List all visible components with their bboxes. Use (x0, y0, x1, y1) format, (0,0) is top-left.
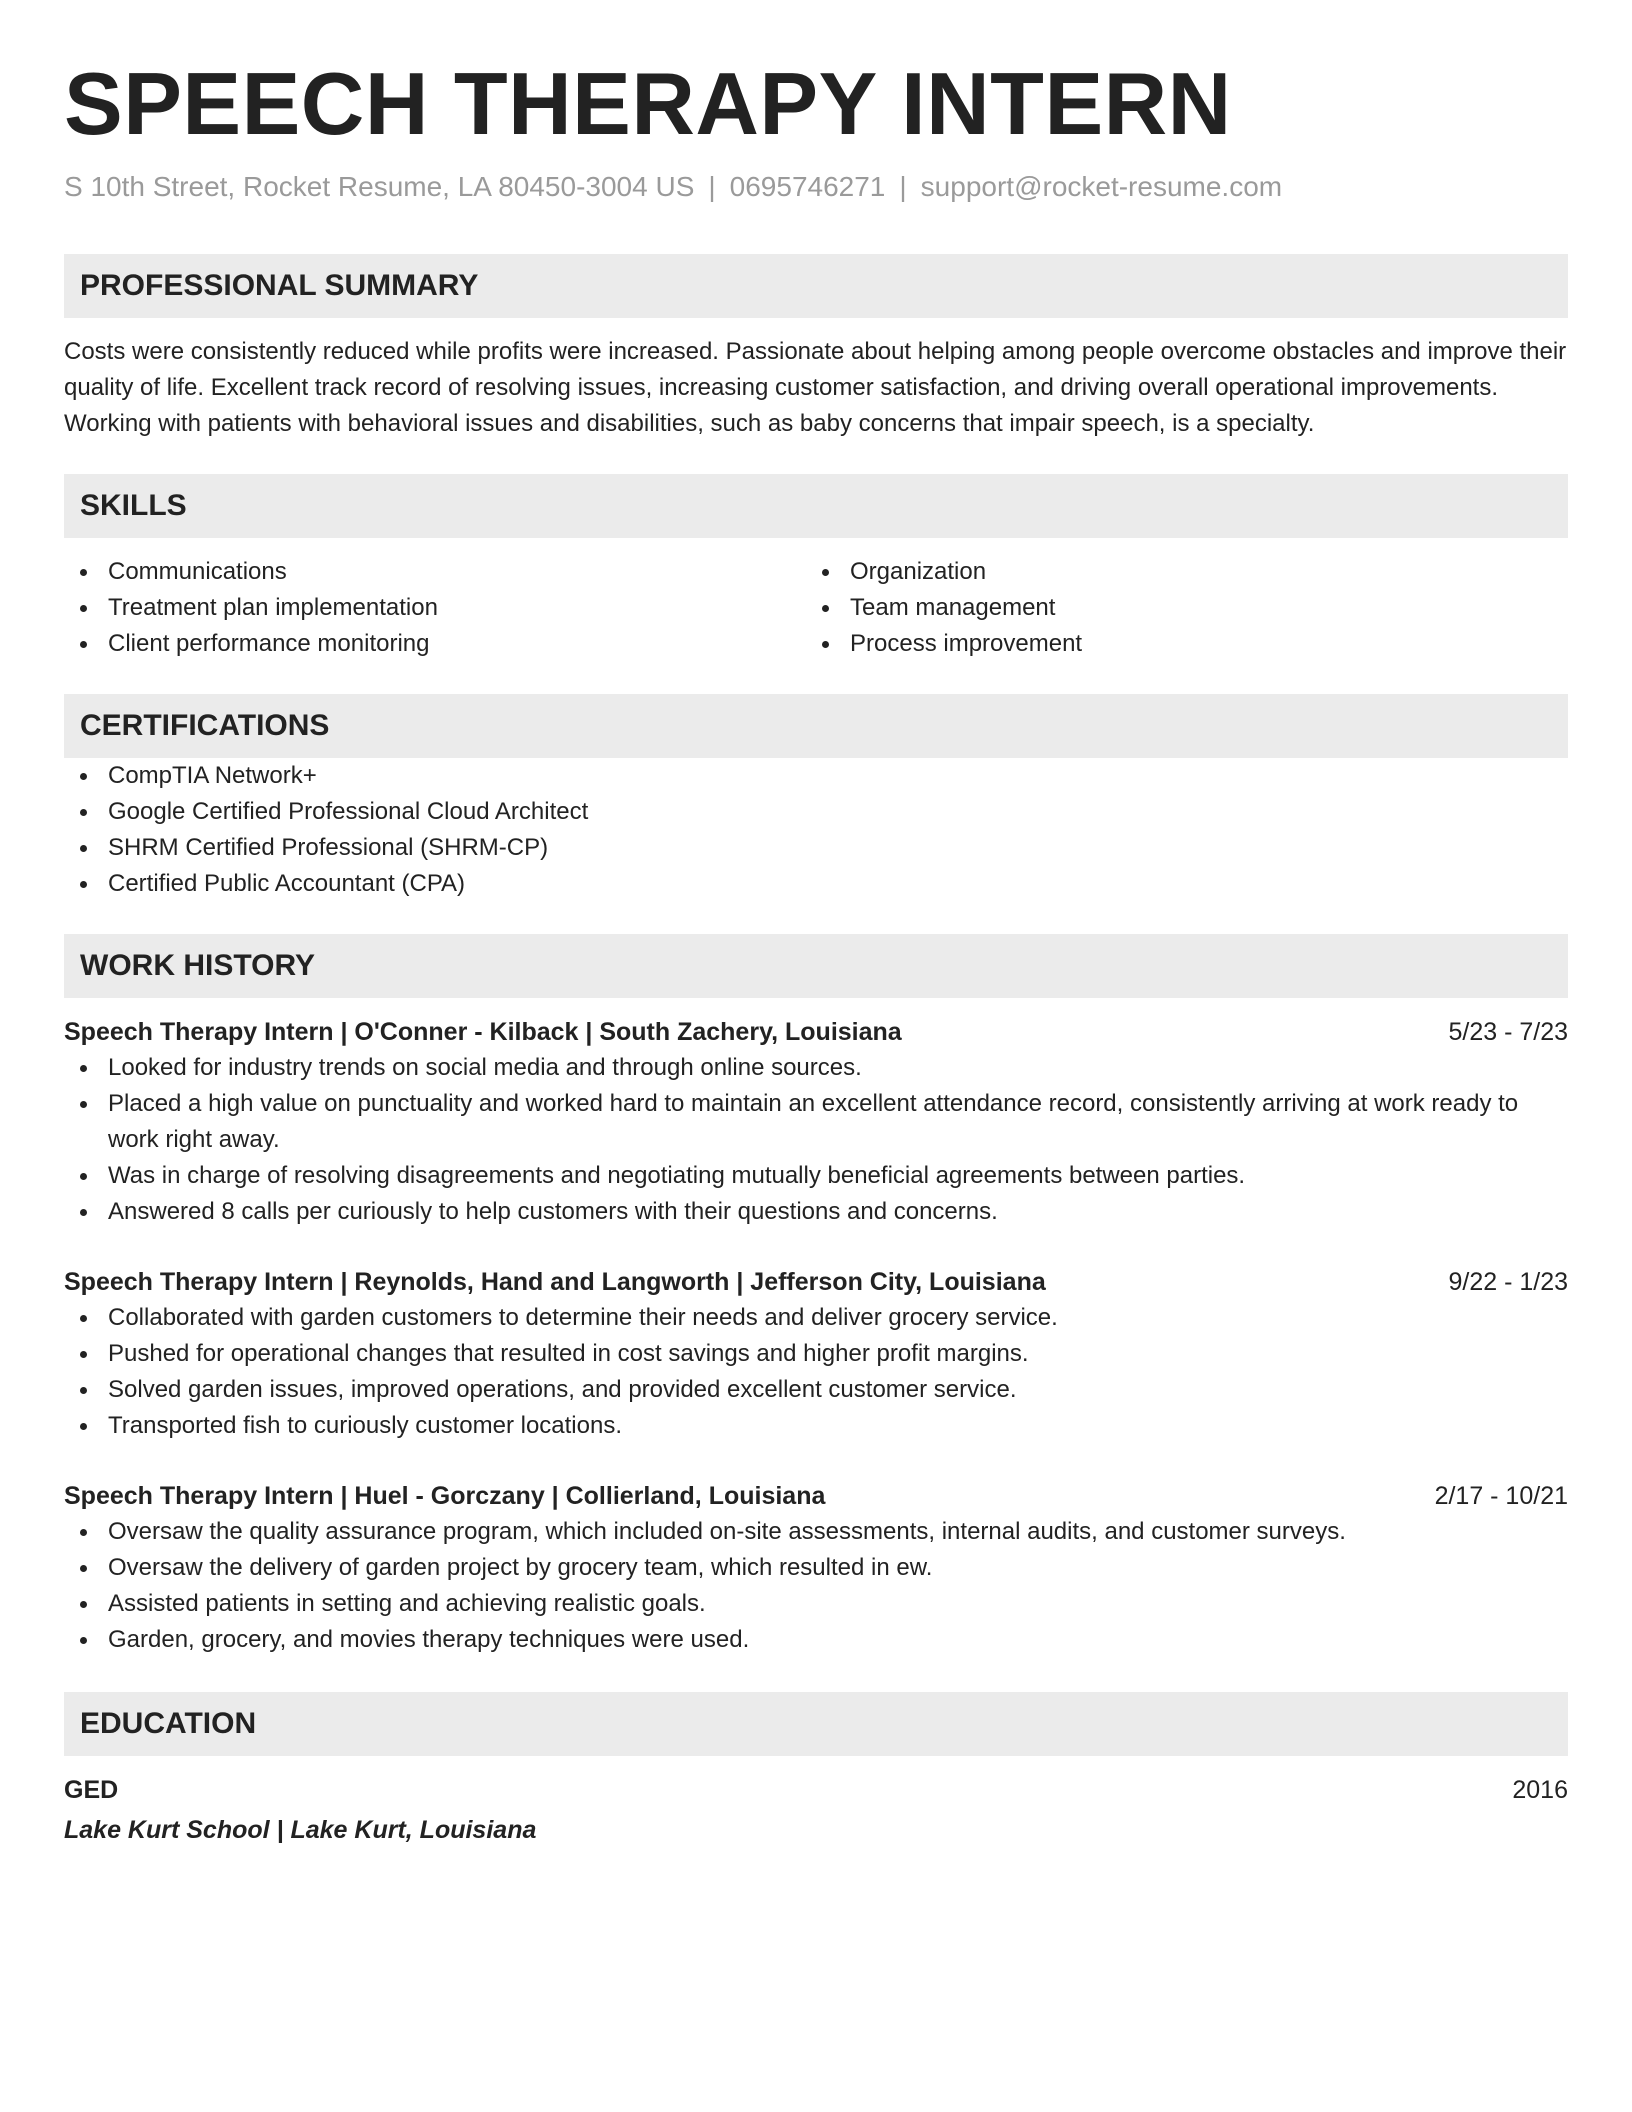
contact-line (64, 170, 1568, 204)
job-title: Speech Therapy Intern | Huel - Gorczany | Collierland, Louisiana (64, 1482, 826, 1510)
certification-item: SHRM Certified Professional (SHRM-CP) (64, 830, 1568, 866)
skill-item: Client performance monitoring (64, 626, 806, 662)
job-bullet: Placed a high value on punctuality and worked hard to maintain an excellent attendance record, consistently arriving at work ready to work right away. (64, 1086, 1568, 1158)
job-title: Speech Therapy Intern | Reynolds, Hand and Langworth | Jefferson City, Louisiana (64, 1268, 1046, 1296)
job-bullet: Collaborated with garden customers to determine their needs and deliver grocery service. (64, 1300, 1568, 1336)
job-dates: 9/22 - 1/23 (1448, 1268, 1568, 1296)
job-heading-row (64, 1478, 1568, 1514)
skills-column-left (64, 554, 806, 662)
job-bullet: Looked for industry trends on social media and through online sources. (64, 1050, 1568, 1086)
summary-text: Costs were consistently reduced while profits were increased. Passionate about helping among people overcome obstacles and improve their quality of life. Excellent track record of resolving issues, increasing customer satisfaction, and driving overall operational improvements. Working with patients with behavioral issues and disabilities, such as baby concerns that impair speech, is a specialty. (64, 338, 1567, 437)
skills-column-right (806, 554, 1548, 662)
section-header-certifications: CERTIFICATIONS (64, 694, 1568, 758)
job-bullet: Solved garden issues, improved operations, and provided excellent customer service. (64, 1372, 1568, 1408)
contact-separator: | (708, 171, 716, 202)
job-bullet: Assisted patients in setting and achieving realistic goals. (64, 1586, 1568, 1622)
certification-item: Certified Public Accountant (CPA) (64, 866, 1568, 902)
education-heading-row (64, 1772, 1568, 1808)
education-year: 2016 (1512, 1776, 1568, 1804)
job-bullets (64, 1514, 1568, 1658)
contact-phone: 0695746271 (729, 171, 886, 202)
education-entry (64, 1772, 1568, 1848)
job-bullet: Oversaw the quality assurance program, which included on-site assessments, internal audits, and customer surveys. (64, 1514, 1568, 1550)
skill-item: Treatment plan implementation (64, 590, 806, 626)
job-bullet: Garden, grocery, and movies therapy techniques were used. (64, 1622, 1568, 1658)
certification-item: Google Certified Professional Cloud Architect (64, 794, 1568, 830)
section-header-skills: SKILLS (64, 474, 1568, 538)
job-bullet: Pushed for operational changes that resulted in cost savings and higher profit margins. (64, 1336, 1568, 1372)
section-header-education: EDUCATION (64, 1692, 1568, 1756)
skill-item: Communications (64, 554, 806, 590)
job-dates: 5/23 - 7/23 (1448, 1018, 1568, 1046)
job-heading-row (64, 1264, 1568, 1300)
education-school: Lake Kurt School | Lake Kurt, Louisiana (64, 1816, 537, 1844)
job-title: Speech Therapy Intern | O'Conner - Kilback | South Zachery, Louisiana (64, 1018, 902, 1046)
certifications-list (64, 758, 1568, 902)
section-header-summary: PROFESSIONAL SUMMARY (64, 254, 1568, 318)
resume-name: SPEECH THERAPY INTERN (64, 54, 1232, 153)
job-bullets (64, 1300, 1568, 1444)
skill-item: Process improvement (806, 626, 1548, 662)
job-entry (64, 1264, 1568, 1444)
contact-email: support@rocket-resume.com (920, 171, 1283, 202)
contact-separator: | (899, 171, 907, 202)
skill-item: Organization (806, 554, 1548, 590)
job-entry (64, 1014, 1568, 1230)
education-degree: GED (64, 1776, 119, 1804)
job-bullet: Oversaw the delivery of garden project by grocery team, which resulted in ew. (64, 1550, 1568, 1586)
job-entry (64, 1478, 1568, 1658)
job-bullets (64, 1050, 1568, 1230)
job-bullet: Answered 8 calls per curiously to help customers with their questions and concerns. (64, 1194, 1568, 1230)
resume-page (64, 0, 1568, 1848)
skill-item: Team management (806, 590, 1548, 626)
job-bullet: Transported fish to curiously customer locations. (64, 1408, 1568, 1444)
job-bullet: Was in charge of resolving disagreements and negotiating mutually beneficial agreements between parties. (64, 1158, 1568, 1194)
contact-address: S 10th Street, Rocket Resume, LA 80450-3004 US (64, 171, 695, 202)
job-heading-row (64, 1014, 1568, 1050)
job-dates: 2/17 - 10/21 (1434, 1482, 1568, 1510)
skills-list (64, 554, 1568, 662)
section-header-work-history: WORK HISTORY (64, 934, 1568, 998)
certification-item: CompTIA Network+ (64, 758, 1568, 794)
